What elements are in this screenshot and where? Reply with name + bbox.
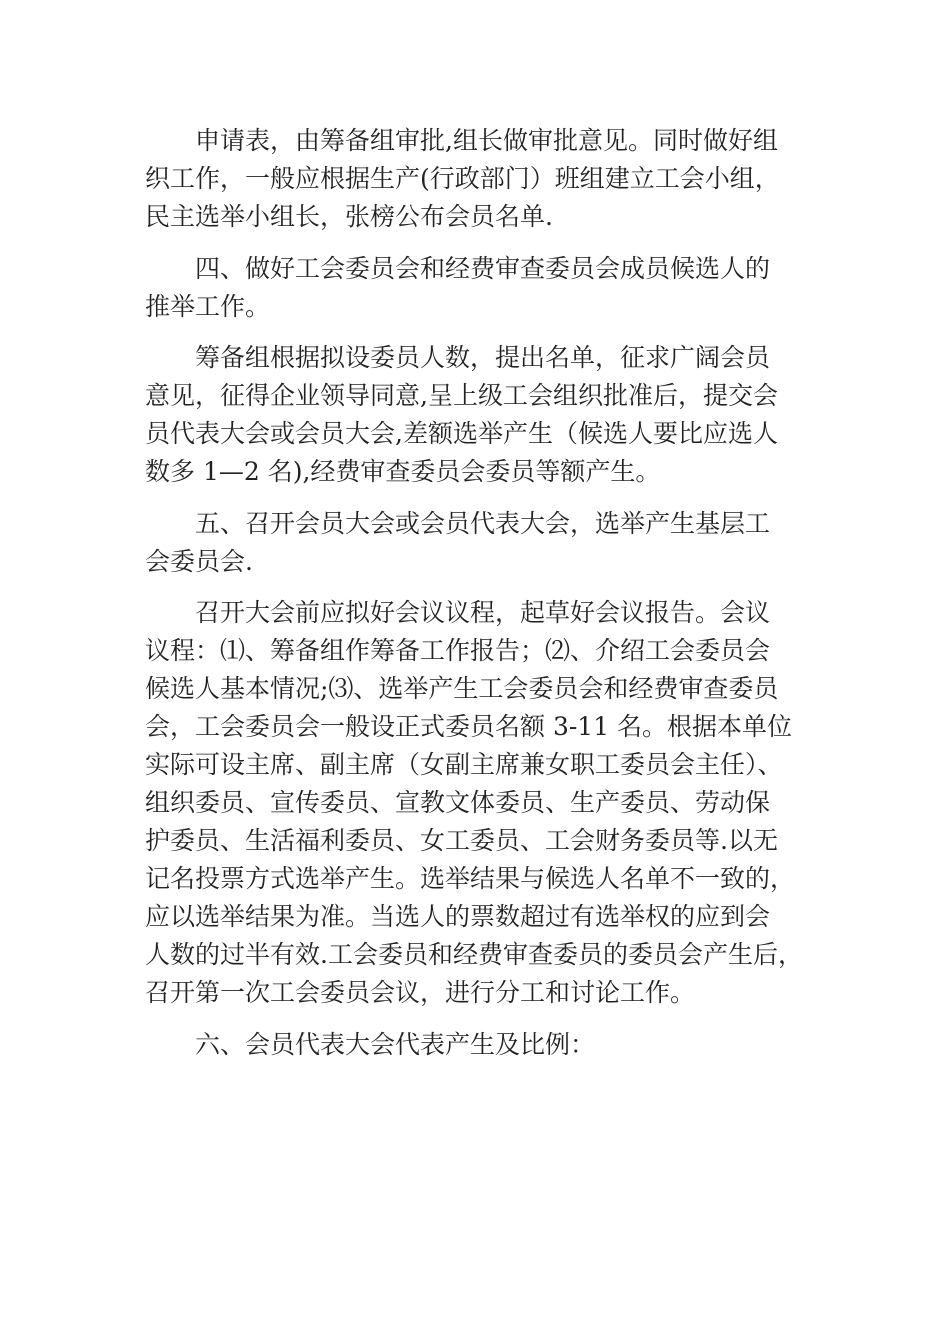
text-line: 五、召开会员大会或会员代表大会，选举产生基层工 <box>195 508 771 538</box>
paragraph-application-form <box>145 122 805 236</box>
text-line: 六、会员代表大会代表产生及比例： <box>195 1029 596 1059</box>
paragraph-candidate-nomination <box>145 339 805 491</box>
text-line: 议程：⑴、筹备组作筹备工作报告；⑵、介绍工会委员会 <box>145 636 771 665</box>
document-page <box>145 122 805 1077</box>
paragraph-meeting-agenda <box>145 594 805 1012</box>
text-line: 召开大会前应拟好会议议程，起草好会议报告。会议 <box>195 598 771 627</box>
text-line: 织工作，一般应根据生产(行政部门）班组建立工会小组， <box>145 164 780 193</box>
text-line: 候选人基本情况;⑶、选举产生工会委员会和经费审查委员 <box>145 674 779 703</box>
paragraph-section-five-heading <box>145 505 805 581</box>
text-line: 意见，征得企业领导同意,呈上级工会组织批准后，提交会 <box>145 381 778 410</box>
paragraph-section-four-heading <box>145 250 805 326</box>
text-line: 护委员、生活福利委员、女工委员、工会财务委员等.以无 <box>145 826 778 855</box>
text-line: 民主选举小组长，张榜公布会员名单. <box>145 202 553 231</box>
text-line: 筹备组根据拟设委员人数，提出名单，征求广阔会员 <box>195 343 771 372</box>
text-line: 实际可设主席、副主席（女副主席兼女职工委员会主任）、 <box>145 750 783 779</box>
text-line: 四、做好工会委员会和经费审查委员会成员候选人的 <box>195 253 771 283</box>
text-line: 记名投票方式选举产生。选举结果与候选人名单不一致的， <box>145 864 796 893</box>
text-line: 召开第一次工会委员会议，进行分工和讨论工作。 <box>145 978 696 1007</box>
paragraph-section-six-heading <box>145 1026 805 1064</box>
text-line: 会委员会. <box>145 546 253 576</box>
text-line: 数多 1—2 名),经费审查委员会委员等额产生。 <box>145 457 661 486</box>
text-line: 会，工会委员会一般设正式委员名额 3-11 名。根据本单位 <box>145 712 793 741</box>
text-line: 申请表，由筹备组审批,组长做审批意见。同时做好组 <box>195 126 778 155</box>
text-line: 员代表大会或会员大会,差额选举产生（候选人要比应选人 <box>145 419 778 448</box>
text-line: 组织委员、宣传委员、宣教文体委员、生产委员、劳动保 <box>145 788 771 817</box>
text-line: 人数的过半有效.工会委员和经费审查委员的委员会产生后， <box>145 940 803 969</box>
text-line: 应以选举结果为准。当选人的票数超过有选举权的应到会 <box>145 902 771 931</box>
text-line: 推举工作。 <box>145 291 271 321</box>
